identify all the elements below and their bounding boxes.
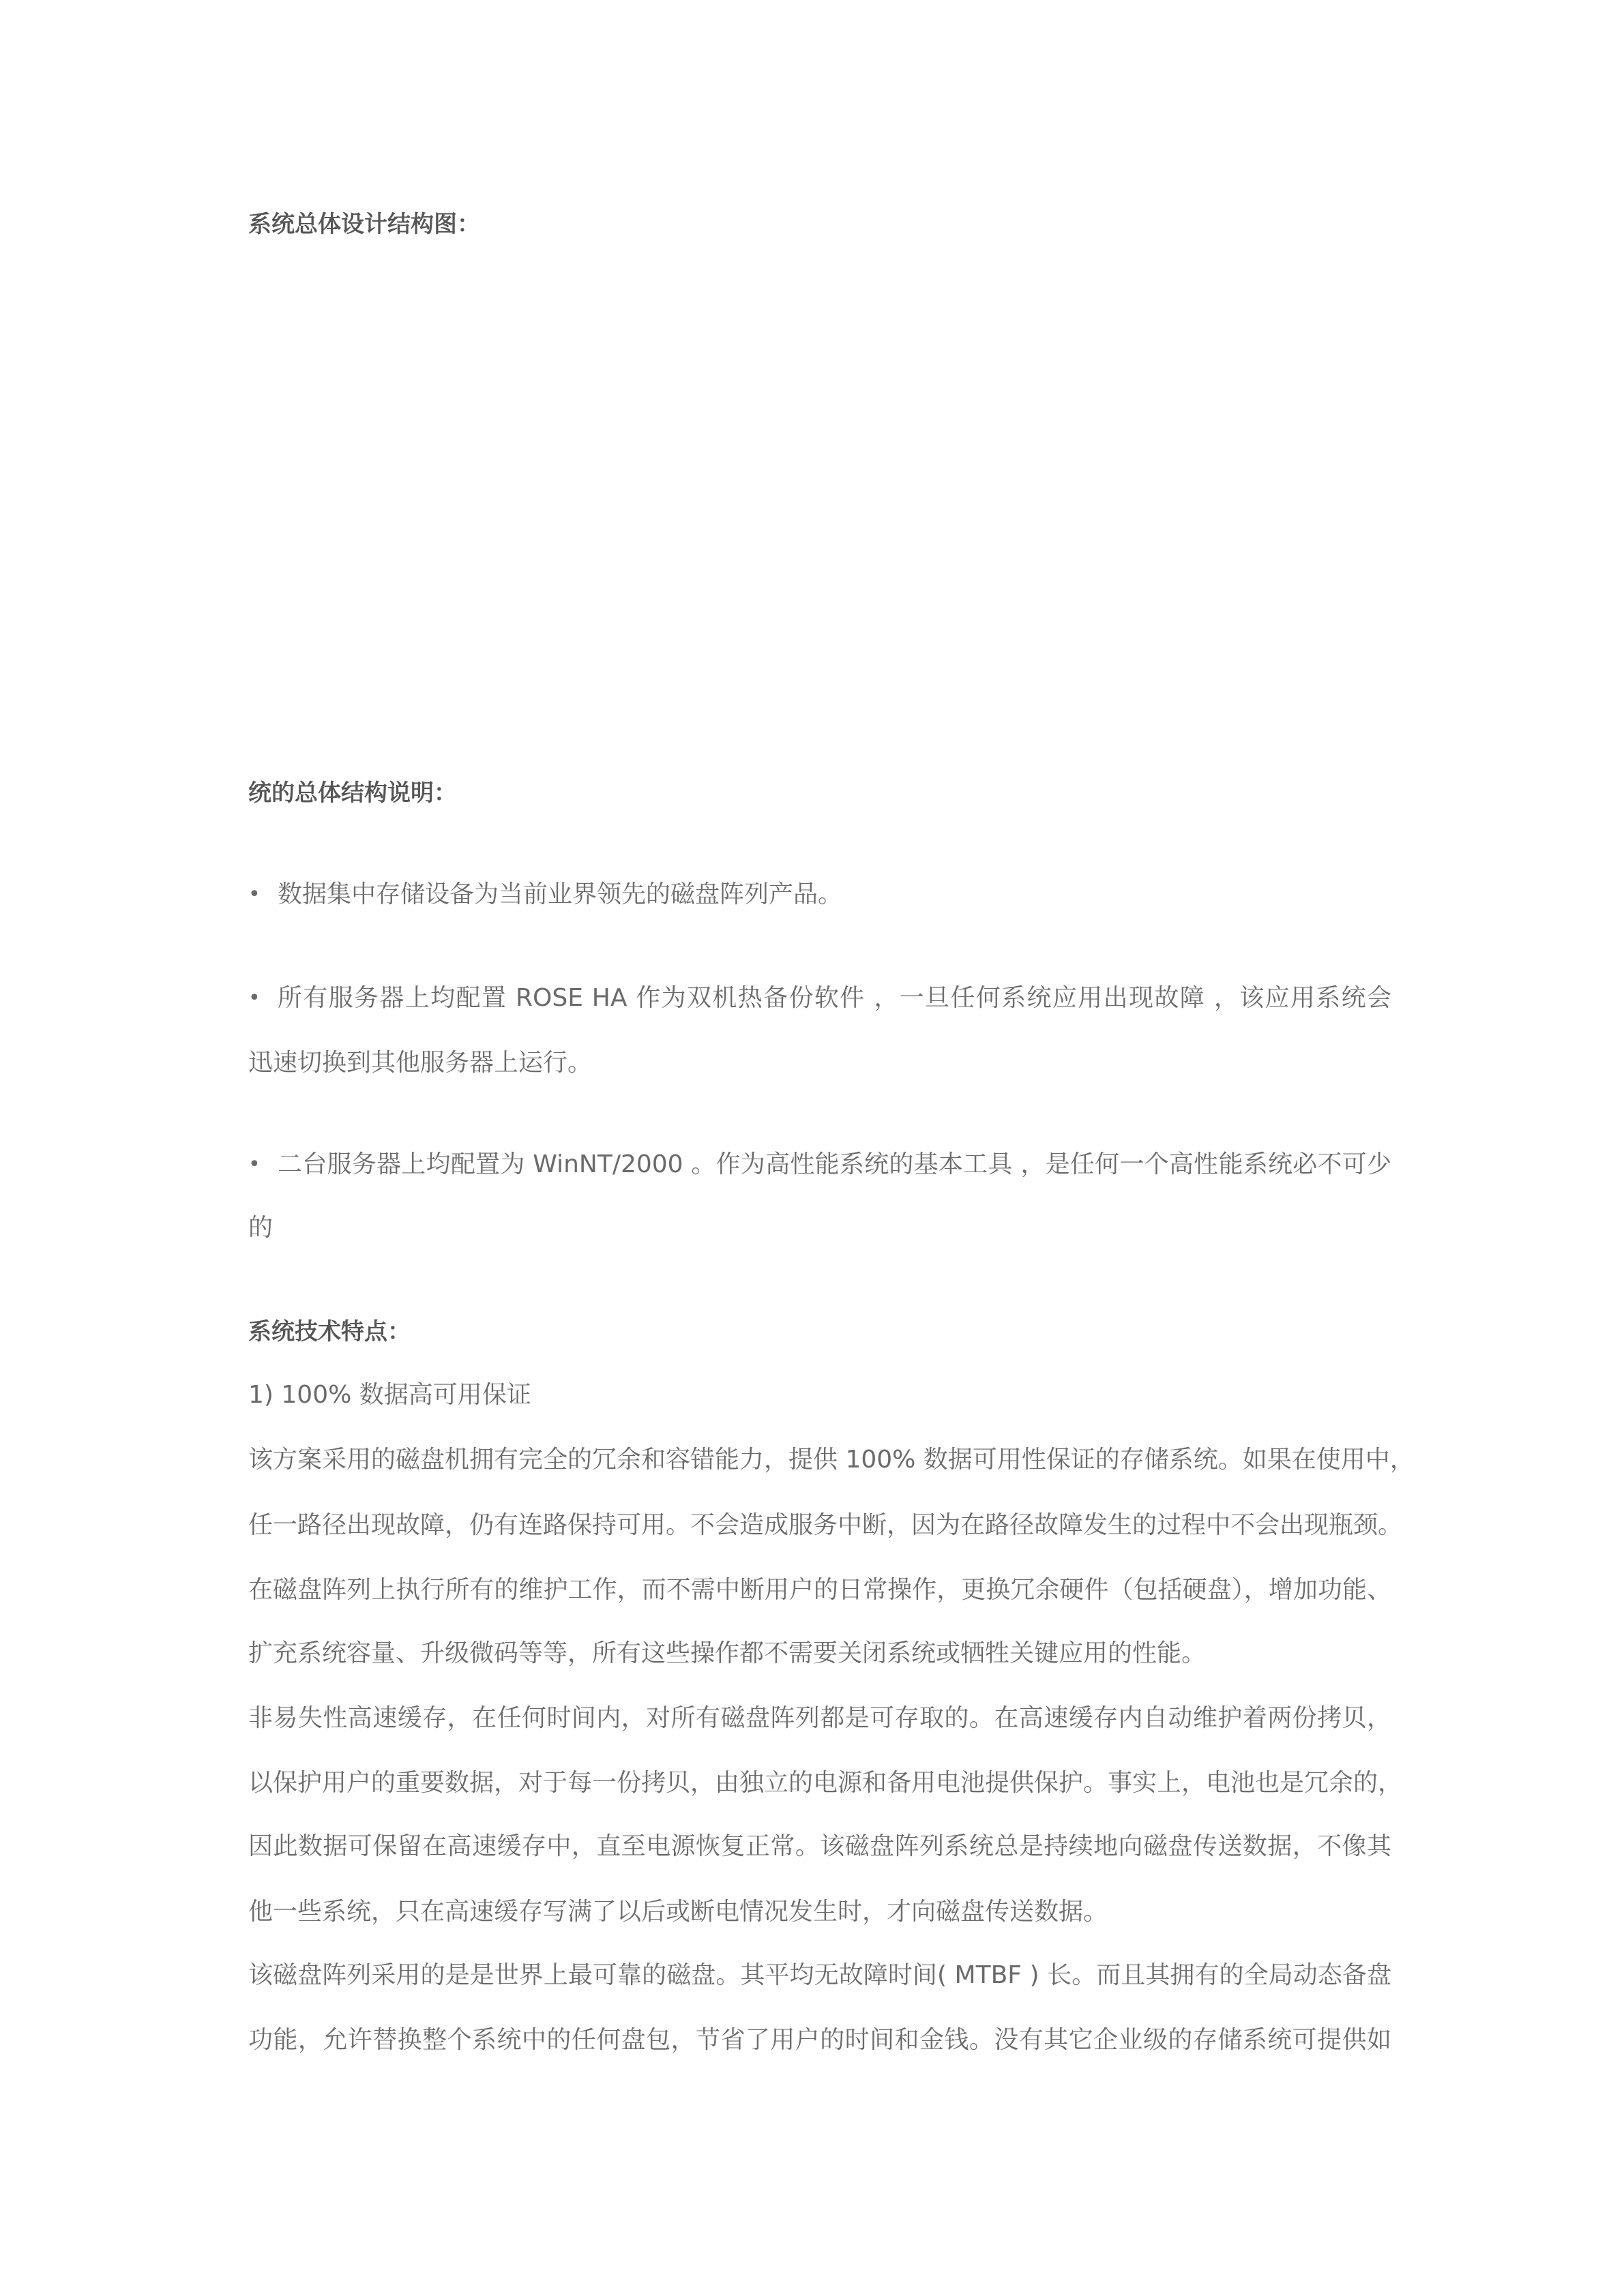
bullet-3-line-1: 二台服务器上均配置为 WinNT/2000 。作为高性能系统的基本工具 ，是任何一个高性能系统必不可少 <box>278 1150 1391 1178</box>
bullet-icon: • <box>248 986 261 1010</box>
paragraph-line: 他一些系统，只在高速缓存写满了以后或断电情况发生时，才向磁盘传送数据。 <box>248 1898 1108 1926</box>
paragraph-line: 在磁盘阵列上执行所有的维护工作，而不需中断用户的日常操作，更换冗余硬件（包括硬盘），增加功能、 <box>248 1576 1391 1604</box>
bullet-1-line-1: 数据集中存储设备为当前业界领先的磁盘阵列产品。 <box>278 880 843 908</box>
paragraph-line: 扩充系统容量、升级微码等等，所有这些操作都不需要关闭系统或牺牲关键应用的性能。 <box>248 1639 1207 1667</box>
paragraph-line: 以保护用户的重要数据，对于每一份拷贝，由独立的电源和备用电池提供保护。事实上，电池也是冗余的， <box>248 1769 1403 1797</box>
paragraph-line: 任一路径出现故障，仍有连路保持可用。不会造成服务中断，因为在路径故障发生的过程中不会出现瓶颈。 <box>248 1511 1403 1539</box>
bullet-2-line-2: 迅速切换到其他服务器上运行。 <box>248 1049 593 1077</box>
paragraph-line: 因此数据可保留在高速缓存中，直至电源恢复正常。该磁盘阵列系统总是持续地向磁盘传送数据，不像其 <box>248 1832 1391 1860</box>
bullet-icon: • <box>248 882 261 906</box>
paragraph-line: 非易失性高速缓存，在任何时间内，对所有磁盘阵列都是可存取的。在高速缓存内自动维护着两份拷贝， <box>248 1704 1391 1732</box>
paragraph-line: 功能，允许替换整个系统中的任何盘包，节省了用户的时间和金钱。没有其它企业级的存储系统可提供如 <box>248 2026 1391 2054</box>
overview-heading: 统的总体结构说明： <box>248 779 457 807</box>
bullet-icon: • <box>248 1152 261 1176</box>
paragraph-line: 该方案采用的磁盘机拥有完全的冗余和容错能力，提供 100% 数据可用性保证的存储系统。如果在使用中， <box>248 1446 1415 1474</box>
page-title: 系统总体设计结构图： <box>248 211 480 238</box>
paragraph-line: 该磁盘阵列采用的是是世界上最可靠的磁盘。其平均无故障时间( MTBF ) 长。而且其拥有的全局动态备盘 <box>248 1961 1391 1989</box>
feature-1-title: 1) 100% 数据高可用保证 <box>248 1381 531 1409</box>
bullet-3-line-2: 的 <box>248 1214 274 1242</box>
features-heading: 系统技术特点： <box>248 1318 411 1345</box>
bullet-2-line-1: 所有服务器上均配置 ROSE HA 作为双机热备份软件 ，一旦任何系统应用出现故障 ，该应用系统会 <box>278 984 1391 1012</box>
